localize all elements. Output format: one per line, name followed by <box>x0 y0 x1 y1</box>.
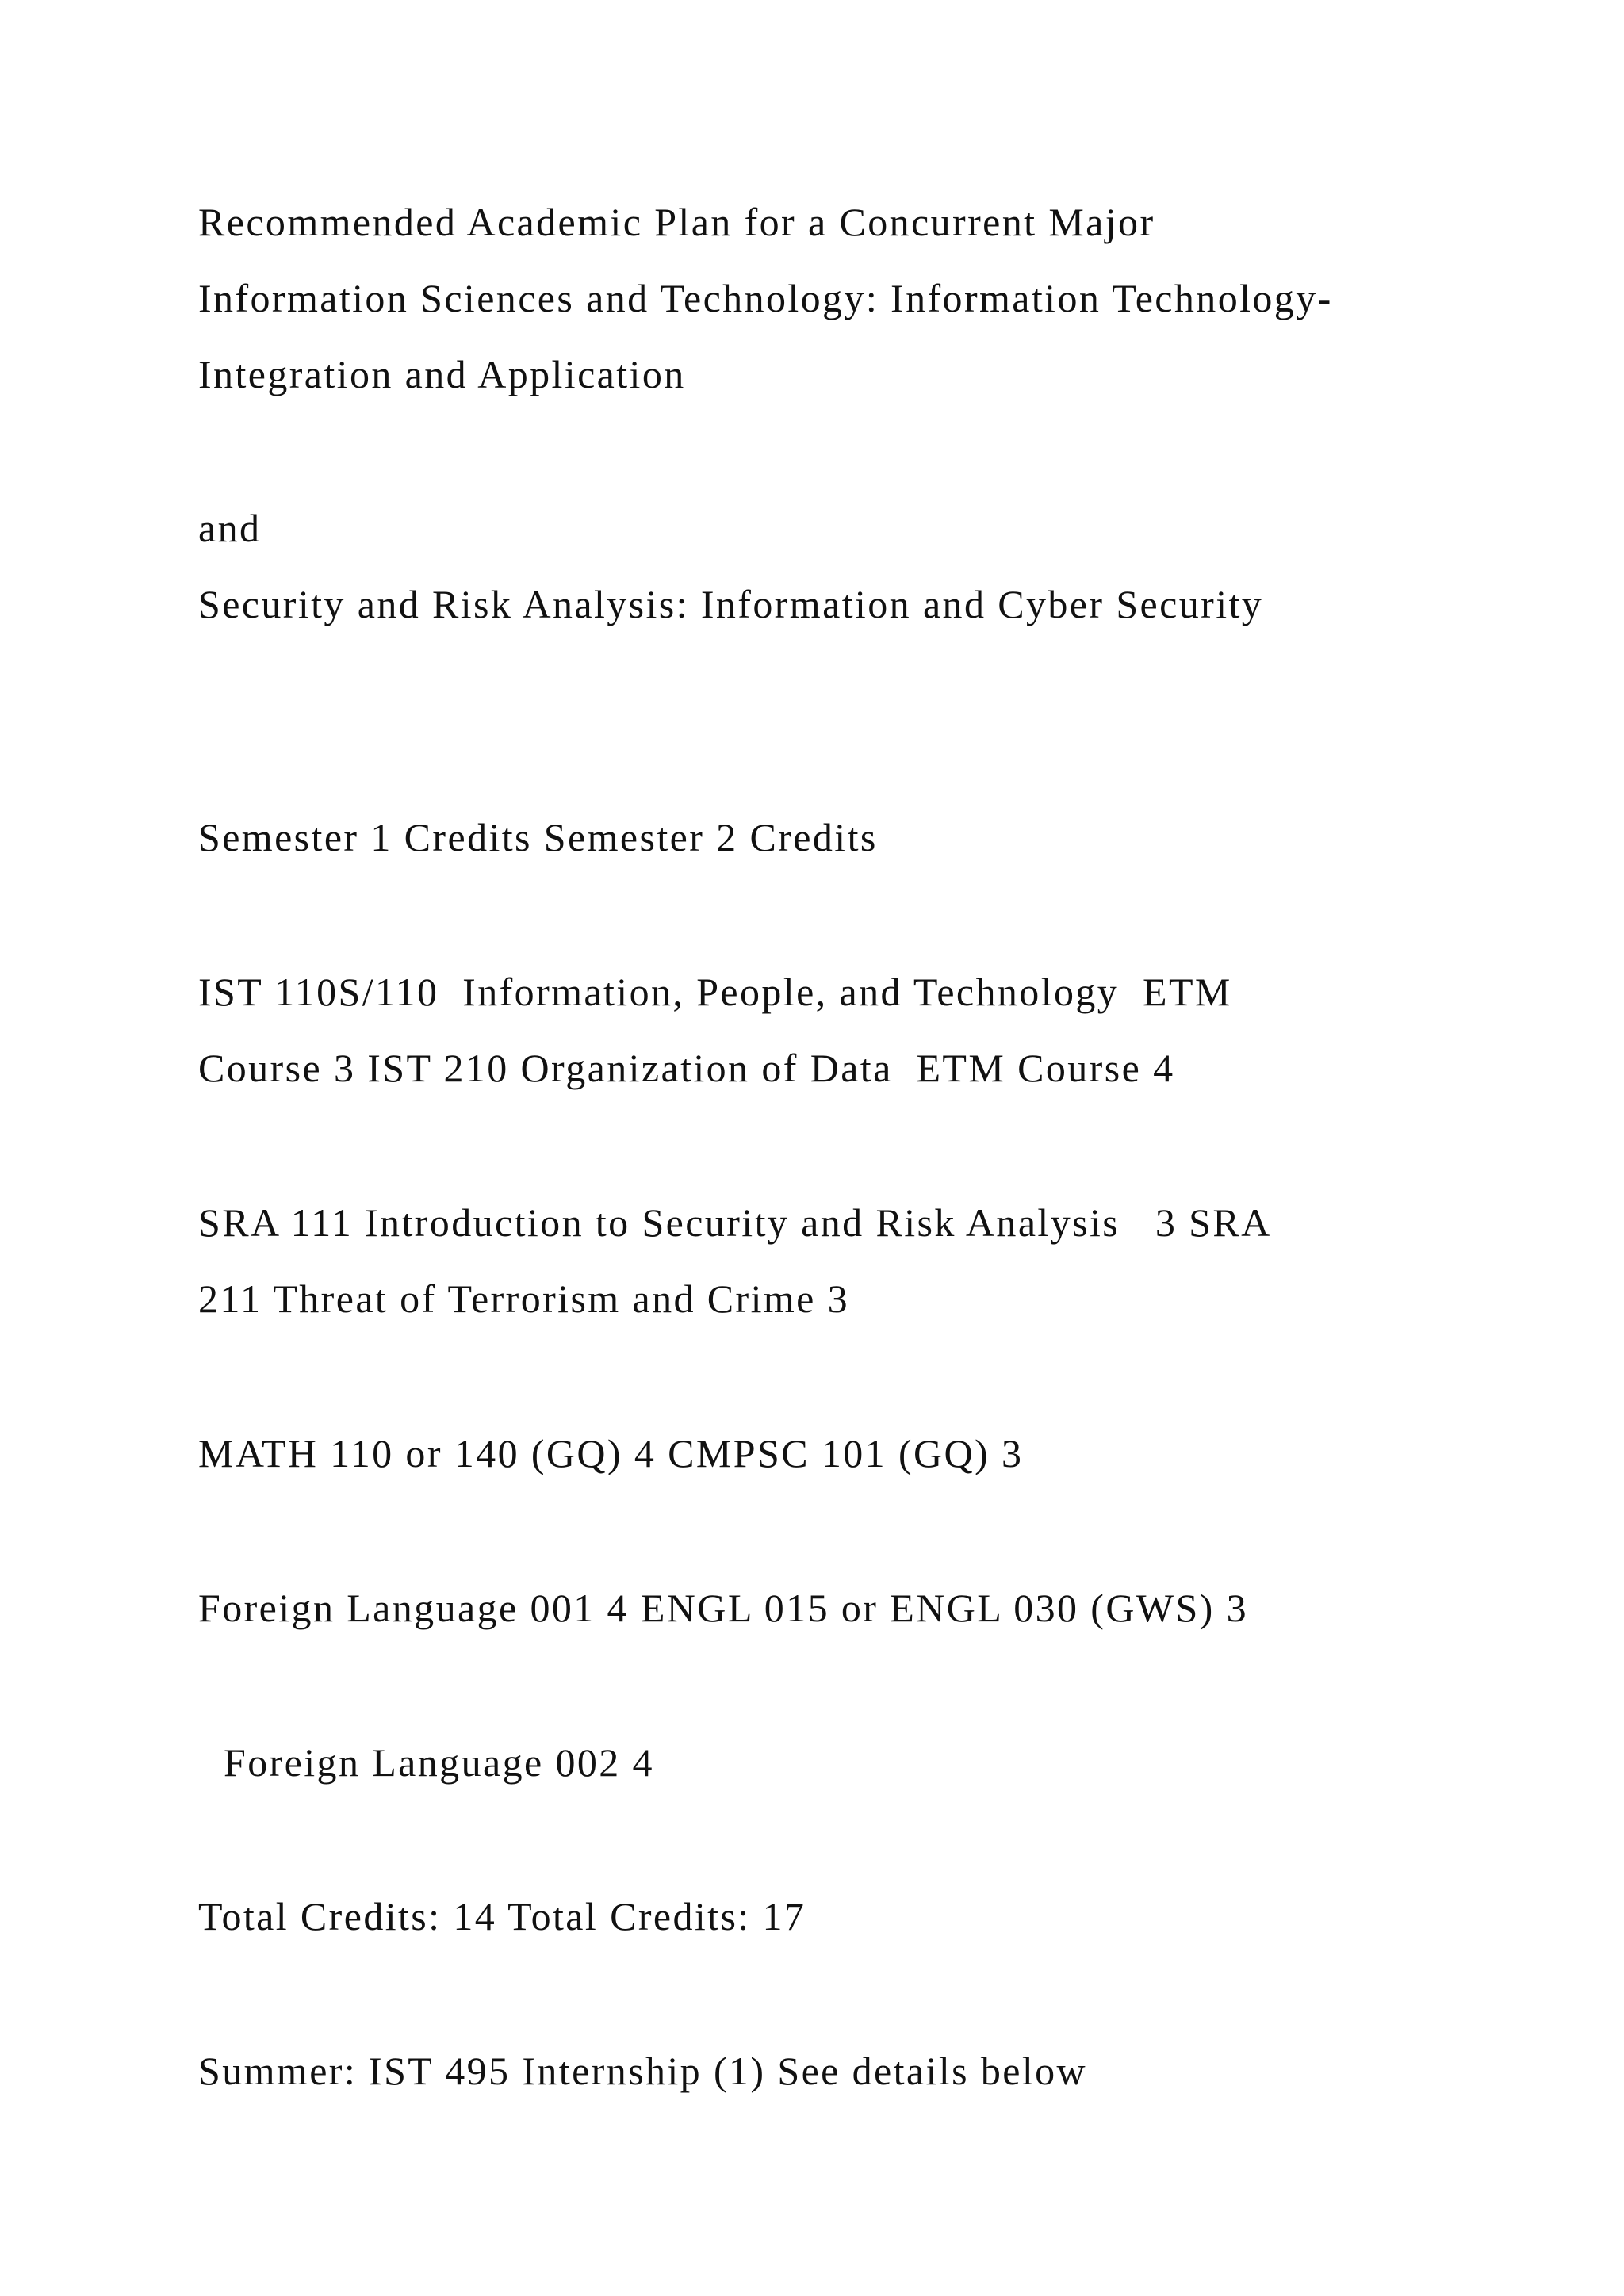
plan-title-line-2: Information Sciences and Technology: Information Technology- <box>198 276 1333 320</box>
course-row: 211 Threat of Terrorism and Crime 3 <box>198 1276 850 1321</box>
semester-header-row: Semester 1 Credits Semester 2 Credits <box>198 815 878 859</box>
course-row: IST 110S/110 Information, People, and Technology ETM <box>198 970 1232 1014</box>
second-major-title: Security and Risk Analysis: Information and Cyber Security <box>198 582 1264 626</box>
total-credits-row: Total Credits: 14 Total Credits: 17 <box>198 1894 806 1938</box>
course-row: Foreign Language 002 4 <box>224 1740 654 1785</box>
plan-title-line-1: Recommended Academic Plan for a Concurrent Major <box>198 200 1155 244</box>
course-row: Course 3 IST 210 Organization of Data ETM Course 4 <box>198 1046 1175 1090</box>
course-row: Foreign Language 001 4 ENGL 015 or ENGL 030 (GWS) 3 <box>198 1586 1249 1630</box>
plan-title-line-3: Integration and Application <box>198 352 686 396</box>
course-row: MATH 110 or 140 (GQ) 4 CMPSC 101 (GQ) 3 <box>198 1431 1024 1475</box>
summer-note: Summer: IST 495 Internship (1) See details below <box>198 2049 1088 2093</box>
course-row: SRA 111 Introduction to Security and Risk Analysis 3 SRA <box>198 1200 1272 1245</box>
connector-text: and <box>198 506 262 550</box>
